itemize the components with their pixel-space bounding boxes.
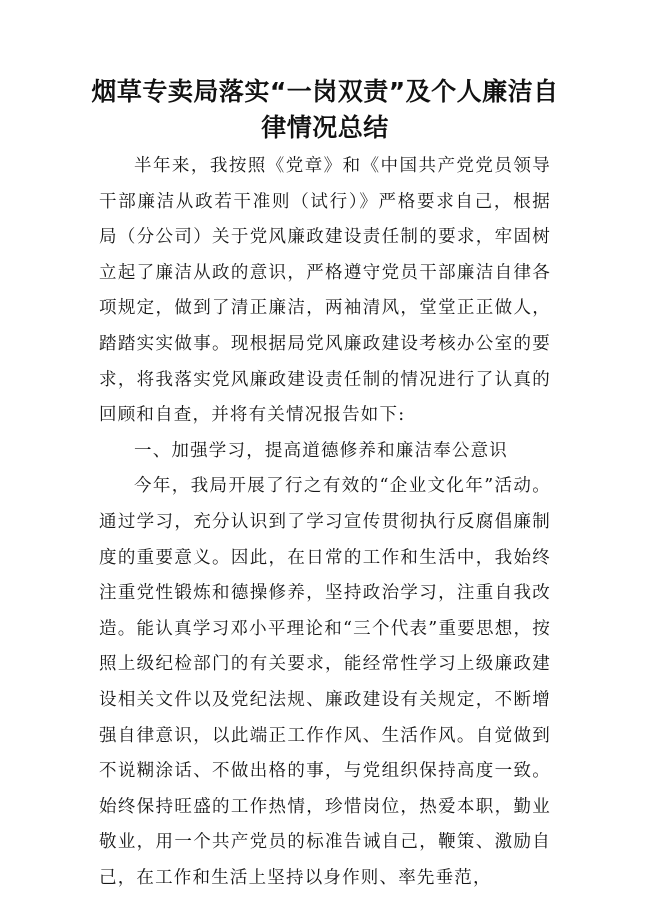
document-body bbox=[99, 149, 551, 896]
document-title: 烟草专卖局落实“一岗双责”及个人廉洁自律情况总结 bbox=[91, 77, 559, 142]
intro-paragraph: 半年来，我按照《党章》和《中国共产党党员领导干部廉洁从政若干准则（试行）》严格要求自己，根据局（分公司）关于党风廉政建设责任制的要求，牢固树立起了廉洁从政的意识，严格遵守党员干部廉洁自律各项规定，做到了清正廉洁，两袖清风，堂堂正正做人，踏踏实实做事。现根据局党风廉政建设考核办公室的要求，将我落实党风廉政建设责任制的情况进行了认真的回顾和自查，并将有关情况报告如下: bbox=[99, 156, 551, 426]
section-heading: 一、加强学习，提高道德修养和廉洁奉公意识 bbox=[134, 440, 508, 461]
section-paragraph: 今年，我局开展了行之有效的“企业文化年”活动。通过学习，充分认识到了学习宣传贯彻执行反腐倡廉制度的重要意义。因此，在日常的工作和生活中，我始终注重党性锻炼和德操修养，坚持政治学习，注重自我改造。能认真学习邓小平理论和“三个代表”重要思想，按照上级纪检部门的有关要求，能经常性学习上级廉政建设相关文件以及党纪法规、廉政建设有关规定，不断增强自律意识，以此端正工作作风、生活作风。自觉做到不说糊涂话、不做出格的事，与党组织保持高度一致。始终保持旺盛的工作热情，珍惜岗位，热爱本职，勤业敬业，用一个共产党员的标准告诫自己，鞭策、激励自己，在工作和生活上坚持以身作则、率先垂范， bbox=[99, 476, 551, 888]
